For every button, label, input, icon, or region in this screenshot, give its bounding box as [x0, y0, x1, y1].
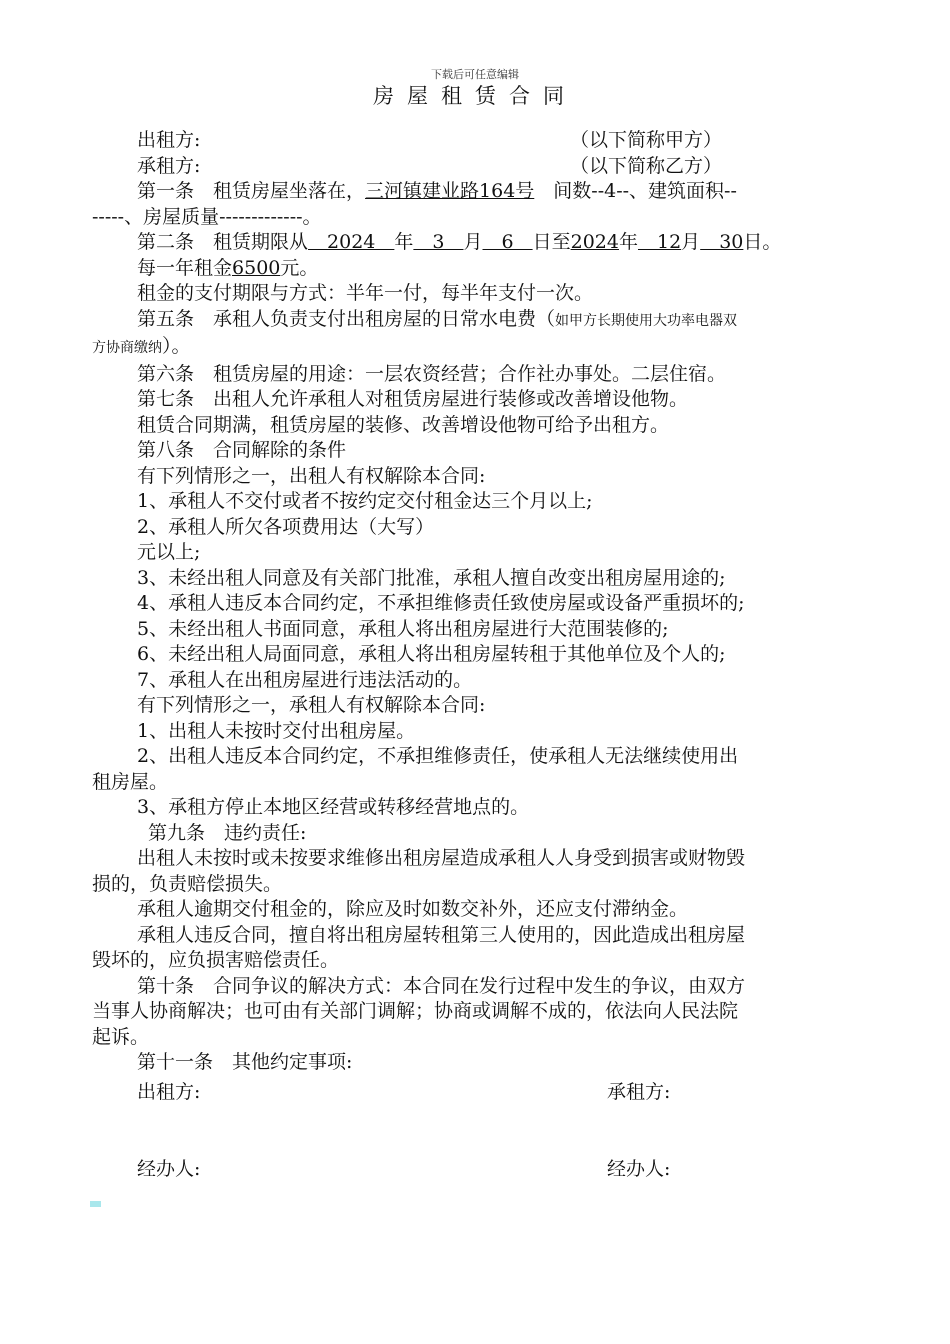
lessee-signature-label: 承租方:: [607, 1081, 671, 1103]
lessor-terminate-item-cont: 元以上;: [137, 541, 201, 563]
article-1-prefix: 第一条 租赁房屋坐落在，: [137, 180, 366, 202]
lessor-agent-label: 经办人:: [137, 1158, 201, 1180]
article-10-cont: 当事人协商解决；也可由有关部门调解；协商或调解不成的，依法向人民法院: [92, 1000, 739, 1022]
payment-terms: 租金的支付期限与方式：半年一付，每半年支付一次。: [137, 282, 594, 304]
lessee-abbr: （以下简称乙方）: [570, 154, 723, 177]
article-8: 第八条 合同解除的条件: [137, 439, 347, 461]
lessee-terminate-heading: 有下列情形之一，承租人有权解除本合同:: [137, 694, 486, 716]
signature-parties: [137, 1077, 737, 1104]
lessor-terminate-item: 1、承租人不交付或者不按约定交付租金达三个月以上;: [137, 490, 593, 512]
lessee-label: 承租方:: [137, 154, 201, 177]
article-5-main: 第五条 承租人负责支付出租房屋的日常水电费（: [137, 307, 556, 330]
lessee-terminate-item: 3、承租方停止本地区经营或转移经营地点的。: [137, 796, 530, 818]
year-unit: 年: [618, 231, 638, 253]
day-to-unit: 日至: [532, 231, 571, 253]
highlight-marker: [90, 1201, 101, 1207]
rent-amount: 6500: [232, 256, 281, 279]
end-day: 30: [700, 231, 744, 253]
lessor-terminate-item: 6、未经出租人局面同意，承租人将出租房屋转租于其他单位及个人的;: [137, 643, 726, 665]
contract-body: [92, 128, 862, 1076]
rent-suffix: 元。: [280, 256, 319, 279]
article-7-b: 租赁合同期满，租赁房屋的装修、改善增设他物可给予出租方。: [137, 413, 670, 436]
lessor-signature-label: 出租方:: [137, 1081, 201, 1103]
article-1: [92, 179, 862, 205]
year-unit: 年: [394, 231, 414, 253]
article-5-note-cont: 方协商缴纳: [92, 340, 162, 356]
annual-rent: [92, 256, 862, 282]
article-2: [92, 230, 862, 256]
article-1-line2: -----、房屋质量-------------。: [92, 205, 322, 228]
lessee-row: [92, 154, 862, 180]
lessor-terminate-item: 3、未经出租人同意及有关部门批准，承租人擅自改变出租房屋用途的;: [137, 566, 726, 589]
month-unit: 月: [463, 231, 483, 253]
article-9-c-cont: 毁坏的，应负损害赔偿责任。: [92, 949, 340, 971]
rent-prefix: 每一年租金: [137, 256, 233, 279]
property-address: 三河镇建业路164号: [365, 180, 535, 202]
month-unit: 月: [681, 231, 701, 253]
article-5-note: 如甲方长期使用大功率电器双: [555, 312, 738, 329]
lessee-agent-label: 经办人:: [607, 1158, 671, 1180]
article-2-prefix: 第二条 租赁期限从: [137, 231, 309, 253]
lessee-terminate-item: 2、出租人违反本合同约定，不承担维修责任，使承租人无法继续使用出: [137, 745, 739, 767]
article-11: 第十一条 其他约定事项:: [137, 1051, 353, 1073]
article-5-end: ）。: [162, 335, 191, 357]
article-9-c: 承租人违反合同，擅自将出租房屋转租第三人使用的，因此造成出租房屋: [137, 923, 746, 946]
lessee-terminate-item-cont: 租房屋。: [92, 770, 169, 793]
header-note: 下载后可任意编辑: [431, 68, 519, 81]
article-9-a-cont: 损的，负责赔偿损失。: [92, 872, 283, 895]
start-month: 3: [413, 231, 464, 253]
lessor-terminate-item: 5、未经出租人书面同意，承租人将出租房屋进行大范围装修的;: [137, 617, 669, 640]
article-9: 第九条 违约责任:: [148, 821, 307, 844]
article-5-line2: [92, 334, 862, 362]
lessor-terminate-item: 7、承租人在出租房屋进行违法活动的。: [137, 668, 473, 691]
start-day: 6: [482, 231, 533, 253]
article-9-a: 出租人未按时或未按要求维修出租房屋造成承租人人身受到损害或财物毁: [137, 847, 746, 869]
start-year: 2024: [308, 231, 395, 253]
article-1-rest: 间数--4--、建筑面积--: [534, 180, 737, 202]
day-unit: 日。: [743, 231, 782, 253]
lessor-terminate-item: 2、承租人所欠各项费用达（大写）: [137, 515, 435, 538]
lessor-abbr: （以下简称甲方）: [570, 129, 723, 151]
lessee-terminate-item: 1、出租人未按时交付出租房屋。: [137, 719, 416, 742]
article-10-cont: 起诉。: [92, 1025, 150, 1048]
signature-agents: [137, 1154, 737, 1181]
lessor-row: [92, 128, 862, 154]
lessor-terminate-heading: 有下列情形之一，出租人有权解除本合同:: [137, 464, 486, 487]
lessor-terminate-item: 4、承租人违反本合同约定，不承担维修责任致使房屋或设备严重损坏的;: [137, 592, 745, 614]
article-9-b: 承租人逾期交付租金的，除应及时如数交补外，还应支付滞纳金。: [137, 898, 689, 920]
document-title: 房屋租赁合同: [373, 84, 577, 108]
article-10: 第十条 合同争议的解决方式：本合同在发行过程中发生的争议，由双方: [137, 974, 746, 997]
lessor-label: 出租方:: [137, 129, 201, 151]
end-year: 2024: [570, 231, 619, 253]
article-7: 第七条 出租人允许承租人对租赁房屋进行装修或改善增设他物。: [137, 388, 689, 410]
article-5: [92, 307, 862, 335]
article-6: 第六条 租赁房屋的用途：一层农资经营；合作社办事处。二层住宿。: [137, 362, 727, 385]
end-month: 12: [637, 231, 682, 253]
